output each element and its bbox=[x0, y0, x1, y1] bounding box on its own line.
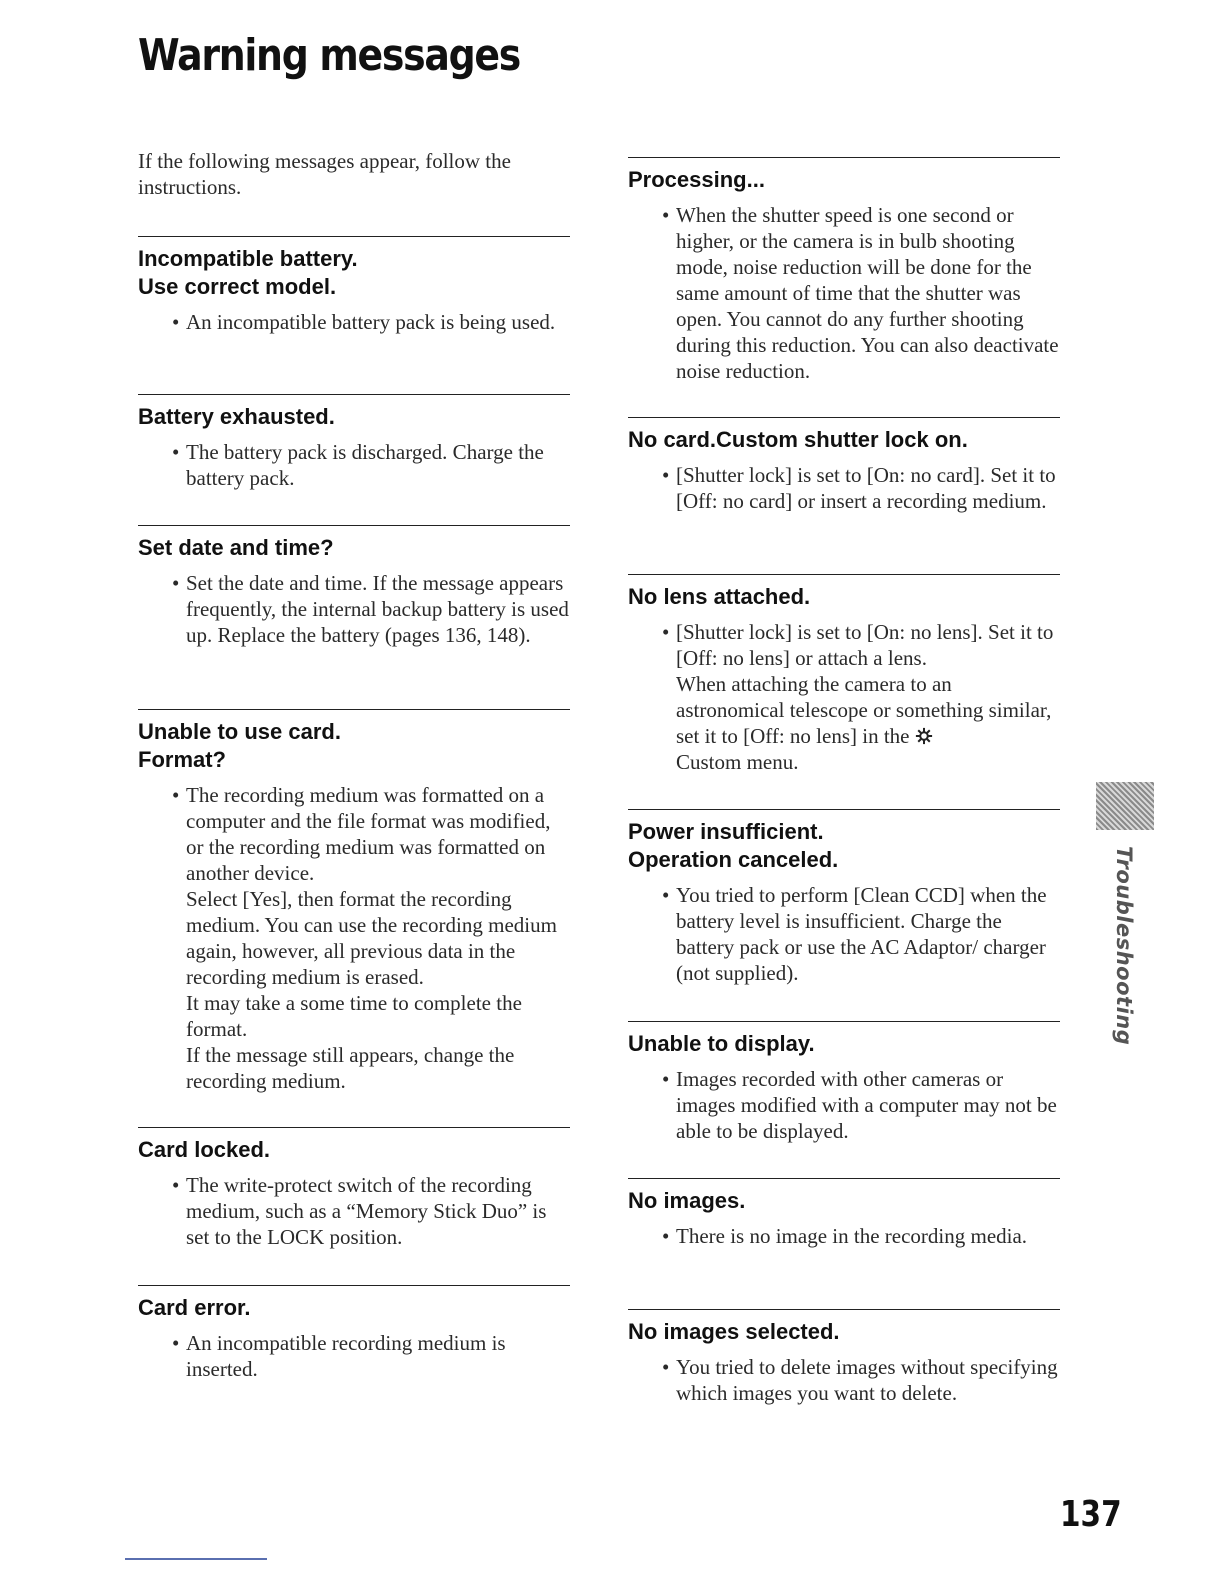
bullet: • bbox=[662, 203, 670, 227]
warning-unable-to-use-card bbox=[138, 709, 570, 1094]
heading-line: No images. bbox=[628, 1188, 746, 1213]
warning-description: Images recorded with other cameras or images modified with a computer may not be able to be displayed. bbox=[676, 1067, 1057, 1143]
warning-heading bbox=[138, 403, 570, 431]
divider bbox=[628, 157, 1060, 158]
warning-description: There is no image in the recording media. bbox=[676, 1224, 1028, 1248]
heading-line: Incompatible battery. bbox=[138, 246, 358, 271]
divider bbox=[628, 417, 1060, 418]
bullet: • bbox=[662, 463, 670, 487]
bullet: • bbox=[172, 1331, 180, 1355]
warning-card-locked bbox=[138, 1127, 570, 1250]
heading-line: Use correct model. bbox=[138, 274, 337, 299]
bullet: • bbox=[662, 1224, 670, 1248]
divider bbox=[138, 236, 570, 237]
warning-description: It may take a some time to complete the format. bbox=[186, 991, 522, 1041]
heading-line: Unable to use card. bbox=[138, 719, 341, 744]
warning-no-lens-attached bbox=[628, 574, 1060, 775]
divider bbox=[138, 525, 570, 526]
heading-line: Unable to display. bbox=[628, 1031, 815, 1056]
warning-description: An incompatible recording medium is inserted. bbox=[186, 1331, 506, 1381]
warning-text bbox=[172, 1330, 570, 1382]
warning-text bbox=[172, 1172, 570, 1250]
warning-description: An incompatible battery pack is being used. bbox=[186, 310, 556, 334]
warning-text bbox=[662, 462, 1060, 514]
heading-line: Operation canceled. bbox=[628, 847, 839, 872]
warning-no-images bbox=[628, 1178, 1060, 1249]
divider bbox=[138, 394, 570, 395]
divider bbox=[138, 1127, 570, 1128]
warning-description: If the message still appears, change the recording medium. bbox=[186, 1043, 515, 1093]
warning-heading bbox=[628, 1030, 1060, 1058]
bullet: • bbox=[172, 783, 180, 807]
warning-heading bbox=[628, 426, 1060, 454]
heading-line: Battery exhausted. bbox=[138, 404, 335, 429]
heading-line: Processing... bbox=[628, 167, 765, 192]
heading-line: Card locked. bbox=[138, 1137, 271, 1162]
warning-processing bbox=[628, 157, 1060, 384]
warning-description: When the shutter speed is one second or higher, or the camera is in bulb shooting mode, noise reduction will be done for the same amount of time that the shutter was open. You cannot do any further shooting during this reduction. You can also deactivate noise reduction. bbox=[676, 203, 1059, 383]
page-title: Warning messages bbox=[138, 30, 521, 81]
divider bbox=[138, 709, 570, 710]
warning-no-card-shutter-lock bbox=[628, 417, 1060, 514]
warning-text bbox=[172, 570, 570, 648]
warning-heading bbox=[138, 534, 570, 562]
warning-description: [Shutter lock] is set to [On: no card]. Set it to [Off: no card] or insert a recording medium. bbox=[676, 463, 1056, 513]
bullet: • bbox=[662, 1355, 670, 1379]
warning-text bbox=[662, 1066, 1060, 1144]
heading-line: No lens attached. bbox=[628, 584, 811, 609]
warning-description: Select [Yes], then format the recording medium. You can use the recording medium again, however, all previous data in the recording medium is erased. bbox=[186, 887, 557, 989]
warning-description: The battery pack is discharged. Charge the battery pack. bbox=[186, 440, 544, 490]
warning-heading bbox=[138, 1136, 570, 1164]
intro-text: If the following messages appear, follow the instructions. bbox=[138, 149, 511, 199]
page-number: 137 bbox=[1060, 1494, 1122, 1535]
divider bbox=[628, 809, 1060, 810]
warning-description: Custom menu. bbox=[676, 750, 799, 774]
warning-incompatible-battery bbox=[138, 236, 570, 335]
warning-text bbox=[662, 1354, 1060, 1406]
warning-description: Set the date and time. If the message appears frequently, the internal backup battery is used up. Replace the battery (pages 136, 148). bbox=[186, 571, 569, 647]
warning-text bbox=[172, 309, 570, 335]
footer-line bbox=[125, 1558, 267, 1560]
warning-text bbox=[662, 202, 1060, 384]
warning-text bbox=[172, 439, 570, 491]
warning-description: When attaching the camera to an astronomical telescope or something similar, set it to [Off: no lens] in the bbox=[676, 672, 1052, 748]
heading-line: No card.Custom shutter lock on. bbox=[628, 427, 968, 452]
heading-line: No images selected. bbox=[628, 1319, 840, 1344]
warning-heading bbox=[138, 718, 570, 774]
section-tab-marker bbox=[1096, 782, 1154, 830]
warning-heading bbox=[628, 166, 1060, 194]
warning-heading bbox=[628, 1318, 1060, 1346]
bullet: • bbox=[172, 310, 180, 334]
warning-description: The recording medium was formatted on a computer and the file format was modified, or the recording medium was formatted on another device. bbox=[186, 783, 551, 885]
heading-line: Format? bbox=[138, 747, 226, 772]
heading-line: Set date and time? bbox=[138, 535, 334, 560]
warning-heading bbox=[138, 245, 570, 301]
bullet: • bbox=[662, 1067, 670, 1091]
warning-power-insufficient bbox=[628, 809, 1060, 986]
warning-description: You tried to delete images without specifying which images you want to delete. bbox=[676, 1355, 1058, 1405]
warning-description: You tried to perform [Clean CCD] when the battery level is insufficient. Charge the battery pack or use the AC Adaptor/ charger (not supplied). bbox=[676, 883, 1047, 985]
warning-description: [Shutter lock] is set to [On: no lens]. Set it to [Off: no lens] or attach a lens. bbox=[676, 620, 1054, 670]
warning-text bbox=[662, 1223, 1060, 1249]
section-tab-label: Troubleshooting bbox=[1112, 846, 1136, 1046]
warning-set-date-time bbox=[138, 525, 570, 648]
gear-icon bbox=[915, 727, 933, 745]
bullet: • bbox=[662, 620, 670, 644]
warning-heading bbox=[628, 583, 1060, 611]
bullet: • bbox=[172, 440, 180, 464]
warning-battery-exhausted bbox=[138, 394, 570, 491]
divider bbox=[628, 1021, 1060, 1022]
bullet: • bbox=[172, 571, 180, 595]
heading-line: Power insufficient. bbox=[628, 819, 824, 844]
warning-description: The write-protect switch of the recording medium, such as a “Memory Stick Duo” is set to the LOCK position. bbox=[186, 1173, 547, 1249]
divider bbox=[628, 1178, 1060, 1179]
warning-no-images-selected bbox=[628, 1309, 1060, 1406]
bullet: • bbox=[172, 1173, 180, 1197]
divider bbox=[138, 1285, 570, 1286]
warning-heading bbox=[628, 1187, 1060, 1215]
warning-heading bbox=[138, 1294, 570, 1322]
warning-unable-to-display bbox=[628, 1021, 1060, 1144]
warning-text bbox=[172, 782, 570, 1094]
divider bbox=[628, 1309, 1060, 1310]
warning-heading bbox=[628, 818, 1060, 874]
warning-text bbox=[662, 882, 1060, 986]
heading-line: Card error. bbox=[138, 1295, 251, 1320]
warning-card-error bbox=[138, 1285, 570, 1382]
bullet: • bbox=[662, 883, 670, 907]
divider bbox=[628, 574, 1060, 575]
warning-text bbox=[662, 619, 1060, 775]
